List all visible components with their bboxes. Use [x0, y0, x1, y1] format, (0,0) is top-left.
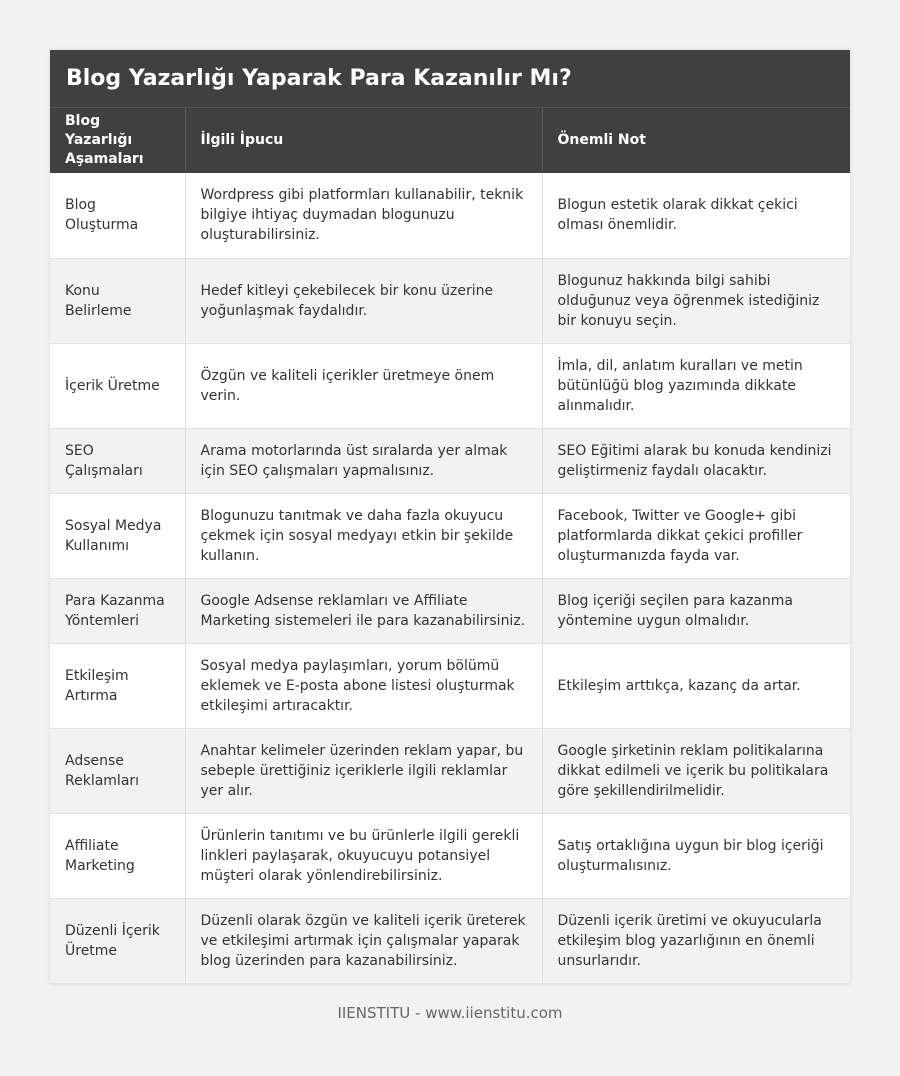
- table-row: [50, 493, 850, 578]
- stage-cell: Etkileşim Artırma: [50, 643, 185, 728]
- footer-credit: IIENSTITU - www.iienstitu.com: [337, 1004, 563, 1022]
- tip-cell: Hedef kitleyi çekebilecek bir konu üzerine yoğunlaşmak faydalıdır.: [185, 258, 542, 343]
- tip-cell: Blogunuzu tanıtmak ve daha fazla okuyucu çekmek için sosyal medyayı etkin bir şekilde kullanın.: [185, 493, 542, 578]
- stage-cell: Affiliate Marketing: [50, 813, 185, 898]
- table-header-row: [50, 108, 850, 173]
- table-row: [50, 428, 850, 493]
- note-cell: Etkileşim arttıkça, kazanç da artar.: [542, 643, 850, 728]
- info-table: [50, 108, 850, 984]
- column-header-note: Önemli Not: [542, 108, 850, 173]
- note-cell: Google şirketinin reklam politikalarına dikkat edilmeli ve içerik bu politikalara göre şekillendirilmelidir.: [542, 728, 850, 813]
- table-row: [50, 343, 850, 428]
- table-row: [50, 578, 850, 643]
- table-row: [50, 173, 850, 258]
- content-card: [50, 50, 850, 984]
- stage-cell: Konu Belirleme: [50, 258, 185, 343]
- note-cell: Blog içeriği seçilen para kazanma yöntemine uygun olmalıdır.: [542, 578, 850, 643]
- table-row: [50, 813, 850, 898]
- stage-cell: SEO Çalışmaları: [50, 428, 185, 493]
- note-cell: Facebook, Twitter ve Google+ gibi platformlarda dikkat çekici profiller oluşturmanızda fayda var.: [542, 493, 850, 578]
- tip-cell: Sosyal medya paylaşımları, yorum bölümü eklemek ve E-posta abone listesi oluşturmak etkileşimi artıracaktır.: [185, 643, 542, 728]
- tip-cell: Düzenli olarak özgün ve kaliteli içerik üreterek ve etkileşimi artırmak için çalışmalar yaparak blog üzerinden para kazanabilirsiniz.: [185, 898, 542, 983]
- note-cell: Satış ortaklığına uygun bir blog içeriği oluşturmalısınız.: [542, 813, 850, 898]
- table-row: [50, 898, 850, 983]
- stage-cell: Düzenli İçerik Üretme: [50, 898, 185, 983]
- tip-cell: Arama motorlarında üst sıralarda yer almak için SEO çalışmaları yapmalısınız.: [185, 428, 542, 493]
- tip-cell: Anahtar kelimeler üzerinden reklam yapar, bu sebeple ürettiğiniz içeriklerle ilgili reklamlar yer alır.: [185, 728, 542, 813]
- stage-cell: Sosyal Medya Kullanımı: [50, 493, 185, 578]
- stage-cell: Para Kazanma Yöntemleri: [50, 578, 185, 643]
- stage-cell: Blog Oluşturma: [50, 173, 185, 258]
- note-cell: İmla, dil, anlatım kuralları ve metin bütünlüğü blog yazımında dikkate alınmalıdır.: [542, 343, 850, 428]
- note-cell: Blogunuz hakkında bilgi sahibi olduğunuz veya öğrenmek istediğiniz bir konuyu seçin.: [542, 258, 850, 343]
- note-cell: Düzenli içerik üretimi ve okuyucularla etkileşim blog yazarlığının en önemli unsurlarıdır.: [542, 898, 850, 983]
- stage-cell: İçerik Üretme: [50, 343, 185, 428]
- column-header-stages: Blog Yazarlığı Aşamaları: [50, 108, 185, 173]
- tip-cell: Ürünlerin tanıtımı ve bu ürünlerle ilgili gerekli linkleri paylaşarak, okuyucuyu potansiyel müşteri olarak yönlendirebilirsiniz.: [185, 813, 542, 898]
- column-header-tip: İlgili İpucu: [185, 108, 542, 173]
- stage-cell: Adsense Reklamları: [50, 728, 185, 813]
- note-cell: SEO Eğitimi alarak bu konuda kendinizi geliştirmeniz faydalı olacaktır.: [542, 428, 850, 493]
- tip-cell: Google Adsense reklamları ve Affiliate Marketing sistemeleri ile para kazanabilirsiniz.: [185, 578, 542, 643]
- table-row: [50, 728, 850, 813]
- title-bar: [50, 50, 850, 108]
- tip-cell: Özgün ve kaliteli içerikler üretmeye önem verin.: [185, 343, 542, 428]
- table-row: [50, 258, 850, 343]
- note-cell: Blogun estetik olarak dikkat çekici olması önemlidir.: [542, 173, 850, 258]
- table-row: [50, 643, 850, 728]
- page-title: Blog Yazarlığı Yaparak Para Kazanılır Mı?: [66, 66, 572, 91]
- tip-cell: Wordpress gibi platformları kullanabilir, teknik bilgiye ihtiyaç duymadan blogunuzu oluşturabilirsiniz.: [185, 173, 542, 258]
